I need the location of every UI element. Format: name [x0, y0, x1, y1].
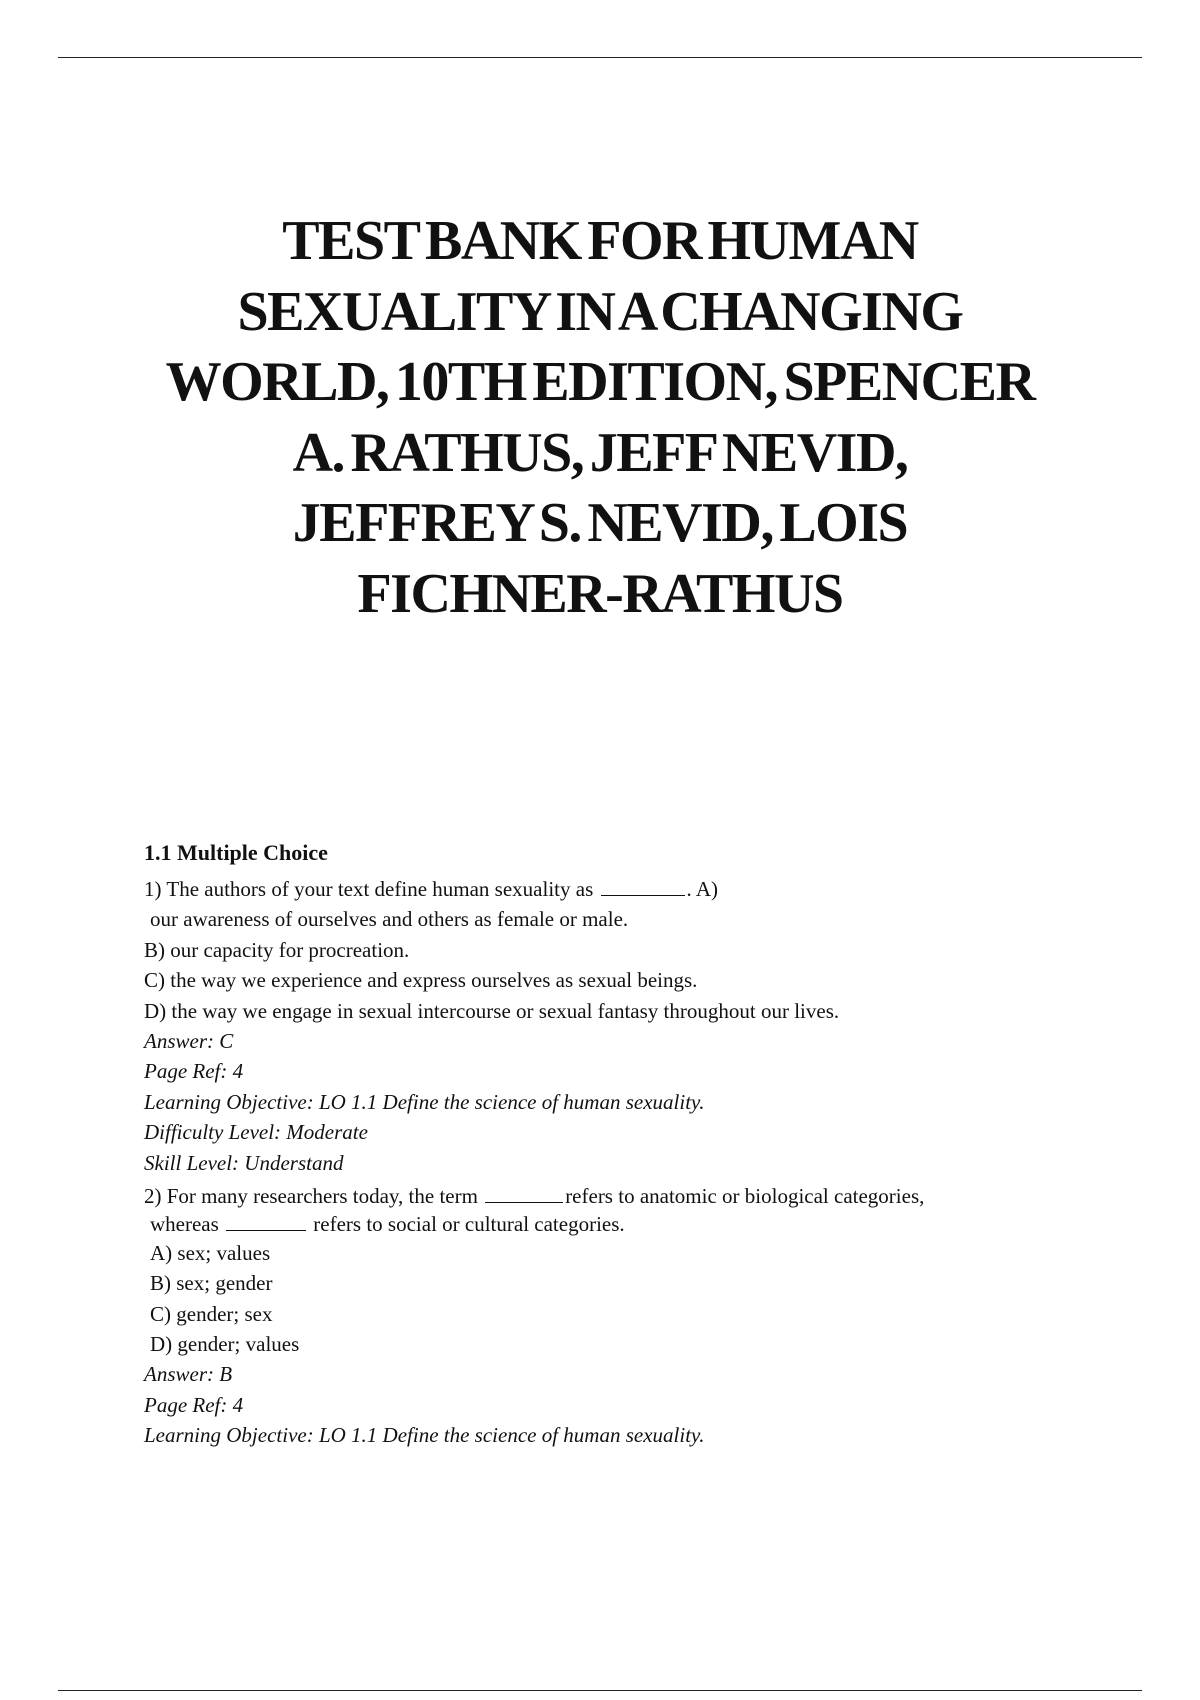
stem-text: whereas — [150, 1211, 219, 1236]
stem-text: 2) For many researchers today, the term — [144, 1183, 478, 1208]
answer-key: Answer: B — [144, 1362, 233, 1387]
title-line: FICHNER-RATHUS — [357, 562, 843, 625]
question-stem — [144, 874, 1064, 904]
page-ref: Page Ref: 4 — [144, 1392, 244, 1417]
question-2 — [144, 1182, 1064, 1451]
answer-option: B) our capacity for procreation. — [144, 937, 410, 962]
title-line: TEST BANK FOR HUMAN — [282, 210, 918, 272]
answer-option: our awareness of ourselves and others as female or male. — [150, 907, 629, 932]
section-heading: 1.1 Multiple Choice — [144, 840, 328, 865]
question-stem — [144, 1210, 1064, 1238]
skill-level: Skill Level: Understand — [144, 1150, 344, 1175]
stem-text: 1) The authors of your text define human sexuality as — [144, 877, 594, 901]
document-title — [120, 206, 1080, 629]
title-line: A. RATHUS, JEFF NEVID, — [292, 421, 908, 484]
answer-option: A) sex; values — [150, 1240, 271, 1265]
answer-option: C) gender; sex — [150, 1301, 273, 1326]
answer-option: D) gender; values — [150, 1332, 300, 1357]
question-1 — [144, 874, 1064, 1178]
stem-text: refers to anatomic or biological categories, — [565, 1183, 925, 1208]
answer-option: B) sex; gender — [150, 1271, 273, 1296]
question-stem — [144, 1182, 1064, 1210]
answer-option: D) the way we engage in sexual intercourse or sexual fantasy throughout our lives. — [144, 998, 840, 1023]
answer-key: Answer: C — [144, 1028, 234, 1053]
learning-objective: Learning Objective: LO 1.1 Define the science of human sexuality. — [144, 1423, 705, 1448]
stem-text: refers to social or cultural categories. — [313, 1211, 625, 1236]
answer-blank — [226, 1216, 306, 1231]
footer-rule — [58, 1690, 1142, 1691]
difficulty-level: Difficulty Level: Moderate — [144, 1120, 368, 1145]
title-line: JEFFREY S. NEVID, LOIS — [292, 492, 908, 554]
learning-objective: Learning Objective: LO 1.1 Define the science of human sexuality. — [144, 1089, 705, 1114]
question-section — [144, 838, 1064, 1451]
answer-blank — [601, 881, 685, 896]
answer-option: C) the way we experience and express ourselves as sexual beings. — [144, 968, 698, 993]
answer-blank — [485, 1188, 563, 1203]
title-line: WORLD, 10TH EDITION, SPENCER — [165, 351, 1035, 413]
page-ref: Page Ref: 4 — [144, 1059, 244, 1084]
header-rule — [58, 57, 1142, 58]
title-line: SEXUALITY IN A CHANGING — [237, 280, 963, 343]
stem-text: . A) — [686, 877, 718, 901]
